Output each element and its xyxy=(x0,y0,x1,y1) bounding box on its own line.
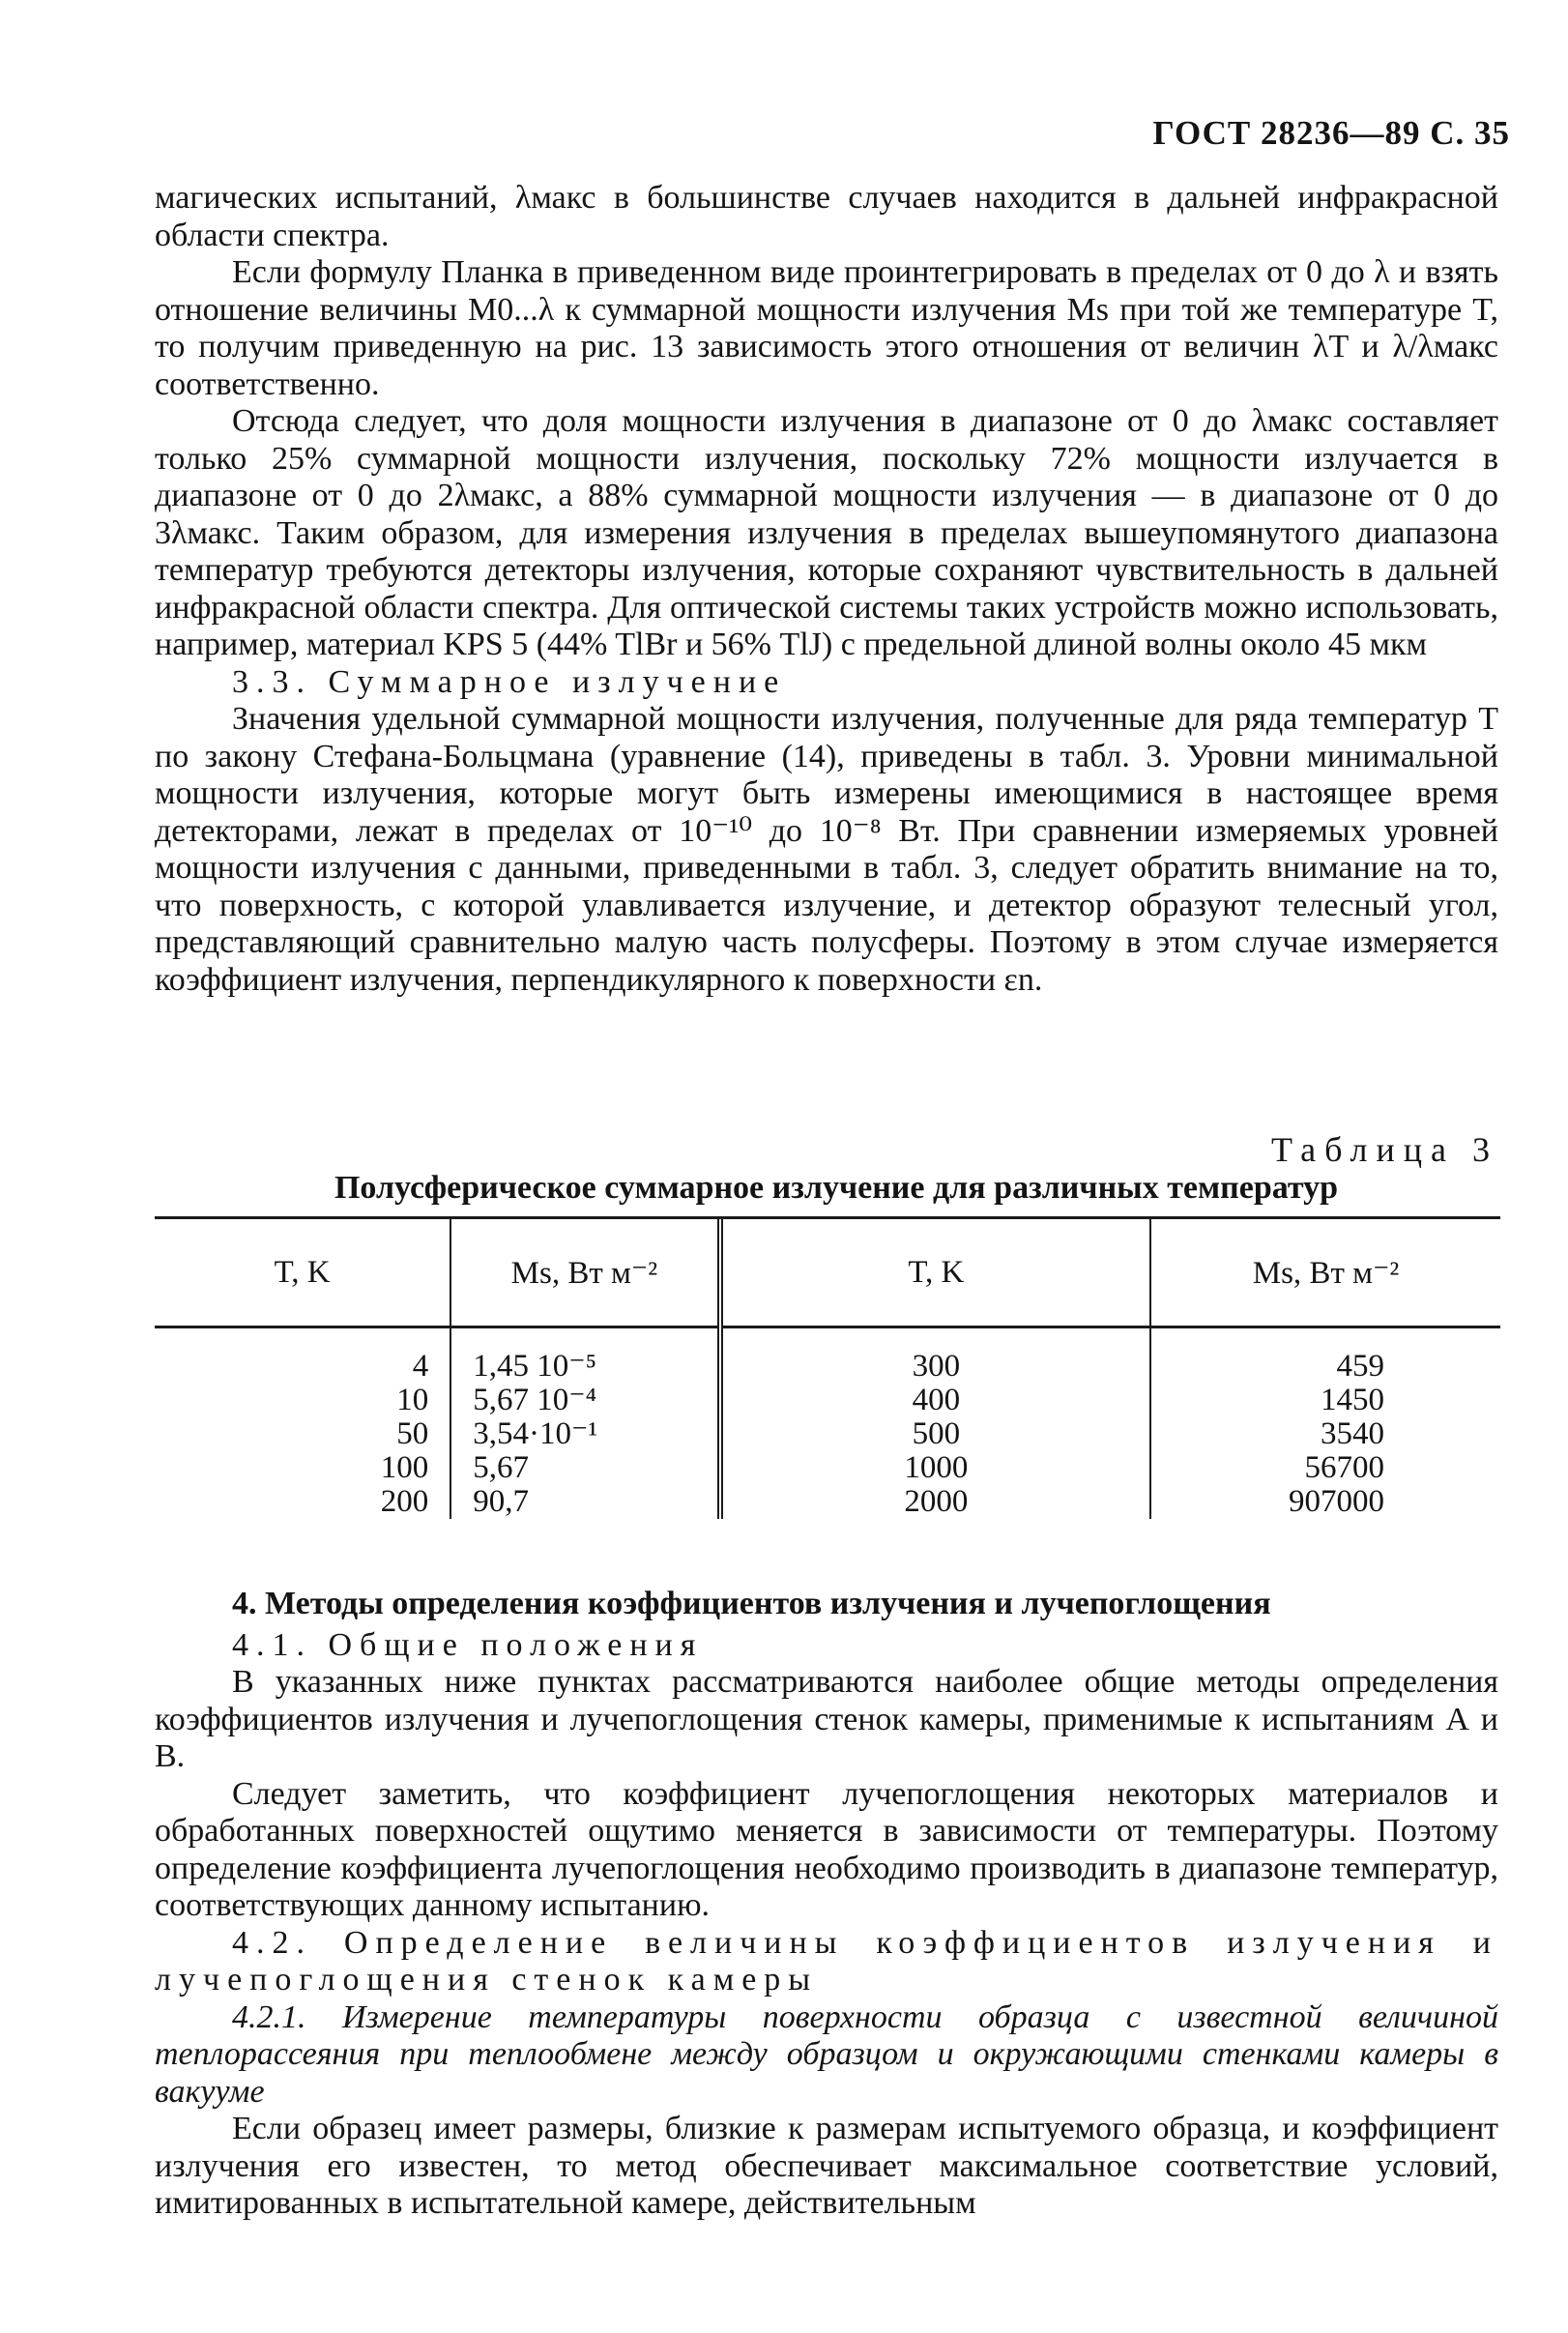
paragraph: магических испытаний, λмакс в большинстве случаев находится в дальней инфракрасной области спектра. xyxy=(155,180,1498,253)
table-row xyxy=(155,1384,1500,1417)
paragraph: В указанных ниже пунктах рассматриваются наиболее общие методы определения коэффициентов излучения и лучепоглощения стенок камеры, применимые к испытаниям А и В. xyxy=(155,1664,1498,1774)
table-header: Ms, Вт м⁻² xyxy=(1150,1219,1500,1327)
table-cell: 100 xyxy=(380,1450,429,1485)
body-text-top xyxy=(155,180,1498,999)
table-cell: 4 xyxy=(412,1349,429,1384)
table-cell: 500 xyxy=(720,1417,1150,1451)
table-header-row xyxy=(155,1219,1500,1327)
section-heading: 3.3. Суммарное излучение xyxy=(232,663,787,700)
table-cell: 3540 xyxy=(1150,1417,1500,1451)
table-cell: 2000 xyxy=(720,1485,1150,1519)
subsection-heading: 4.1. Общие положения xyxy=(232,1626,704,1663)
section-heading: 4. Методы определения коэффициентов излучения и лучепоглощения xyxy=(232,1586,1271,1621)
table-cell: 907000 xyxy=(1150,1485,1500,1519)
table-cell: 1,45 10⁻⁵ xyxy=(450,1327,719,1385)
paragraph: Отсюда следует, что доля мощности излучения в диапазоне от 0 до λмакс составляет только 25% суммарной мощности излучения, поскольку 72% мощности излучается в диапазоне от 0 до 2λмакс, а 88% суммарной мощности излучения — в диапазоне от 0 до 3λмакс. Таким образом, для измерения излучения в пределах вышеупомянутого диапазона температур требуются детекторы излучения, которые сохраняют чувствительность в дальней инфракрасной области спектра. Для оптической системы таких устройств можно использовать, например, материал KPS 5 (44% TlBr и 56% TlJ) с предельной длиной волны около 45 мкм xyxy=(155,403,1498,662)
paragraph: Если формулу Планка в приведенном виде проинтегрировать в пределах от 0 до λ и взять отношение величины M0...λ к суммарной мощности излучения Ms при той же температуре T, то получим приведенную на рис. 13 зависимость этого отношения от величин λT и λ/λмакс соответственно. xyxy=(155,254,1498,402)
table-header: T, K xyxy=(720,1219,1150,1327)
table-cell: 50 xyxy=(396,1416,429,1451)
table-title: Полусферическое суммарное излучение для различных температур xyxy=(334,1170,1339,1206)
table-cell: 5,67 10⁻⁴ xyxy=(450,1384,719,1417)
table-cell: 1000 xyxy=(720,1451,1150,1485)
table-container xyxy=(155,1216,1500,1519)
table-cell: 5,67 xyxy=(450,1451,719,1485)
table-cell: 1450 xyxy=(1150,1384,1500,1417)
table-caption: Таблица 3 xyxy=(1271,1130,1498,1169)
table-cell: 459 xyxy=(1150,1327,1500,1385)
table-cell: 10 xyxy=(396,1383,429,1417)
table-cell: 400 xyxy=(720,1384,1150,1417)
table-row xyxy=(155,1485,1500,1519)
table-cell: 300 xyxy=(720,1327,1150,1385)
paragraph: Следует заметить, что коэффициент лучепоглощения некоторых материалов и обработанных поверхностей ощутимо меняется в зависимости от температуры. Поэтому определение коэффициента лучепоглощения необходимо производить в диапазоне температур, соответствующих данному испытанию. xyxy=(155,1775,1498,1923)
table-cell: 56700 xyxy=(1150,1451,1500,1485)
table-row xyxy=(155,1451,1500,1485)
table-cell: 90,7 xyxy=(450,1485,719,1519)
radiation-table xyxy=(155,1219,1500,1519)
table-row xyxy=(155,1327,1500,1385)
subsection-heading: 4.2. Определение величины коэффициентов излучения и лучепоглощения стенок камеры xyxy=(155,1924,1498,1998)
table-header: Ms, Вт м⁻² xyxy=(450,1219,719,1327)
table-cell: 200 xyxy=(380,1484,429,1519)
table-row xyxy=(155,1417,1500,1451)
page-header: ГОСТ 28236—89 С. 35 xyxy=(1152,114,1510,152)
table-cell: 3,54·10⁻¹ xyxy=(450,1417,719,1451)
table-header: T, K xyxy=(155,1219,450,1327)
body-text-bottom xyxy=(155,1586,1498,2223)
paragraph: Если образец имеет размеры, близкие к размерам испытуемого образца, и коэффициент излучения его известен, то метод обеспечивает максимальное соответствие условий, имитированных в испытательной камере, действительным xyxy=(155,2111,1498,2221)
subsection-heading: 4.2.1. Измерение температуры поверхности образца с известной величиной теплорассеяния при теплообмене между образцом и окружающими стенками камеры в вакууме xyxy=(155,1998,1498,2110)
paragraph: Значения удельной суммарной мощности излучения, полученные для ряда температур T по закону Стефана-Больцмана (уравнение (14), приведены в табл. 3. Уровни минимальной мощности излучения, которые могут быть измерены имеющимися в настоящее время детекторами, лежат в пределах от 10⁻¹⁰ до 10⁻⁸ Вт. При сравнении измеряемых уровней мощности излучения с данными, приведенными в табл. 3, следует обратить внимание на то, что поверхность, с которой улавливается излучение, и детектор образуют телесный угол, представляющий сравнительно малую часть полусферы. Поэтому в этом случае измеряется коэффициент излучения, перпендикулярного к поверхности εn. xyxy=(155,701,1498,998)
